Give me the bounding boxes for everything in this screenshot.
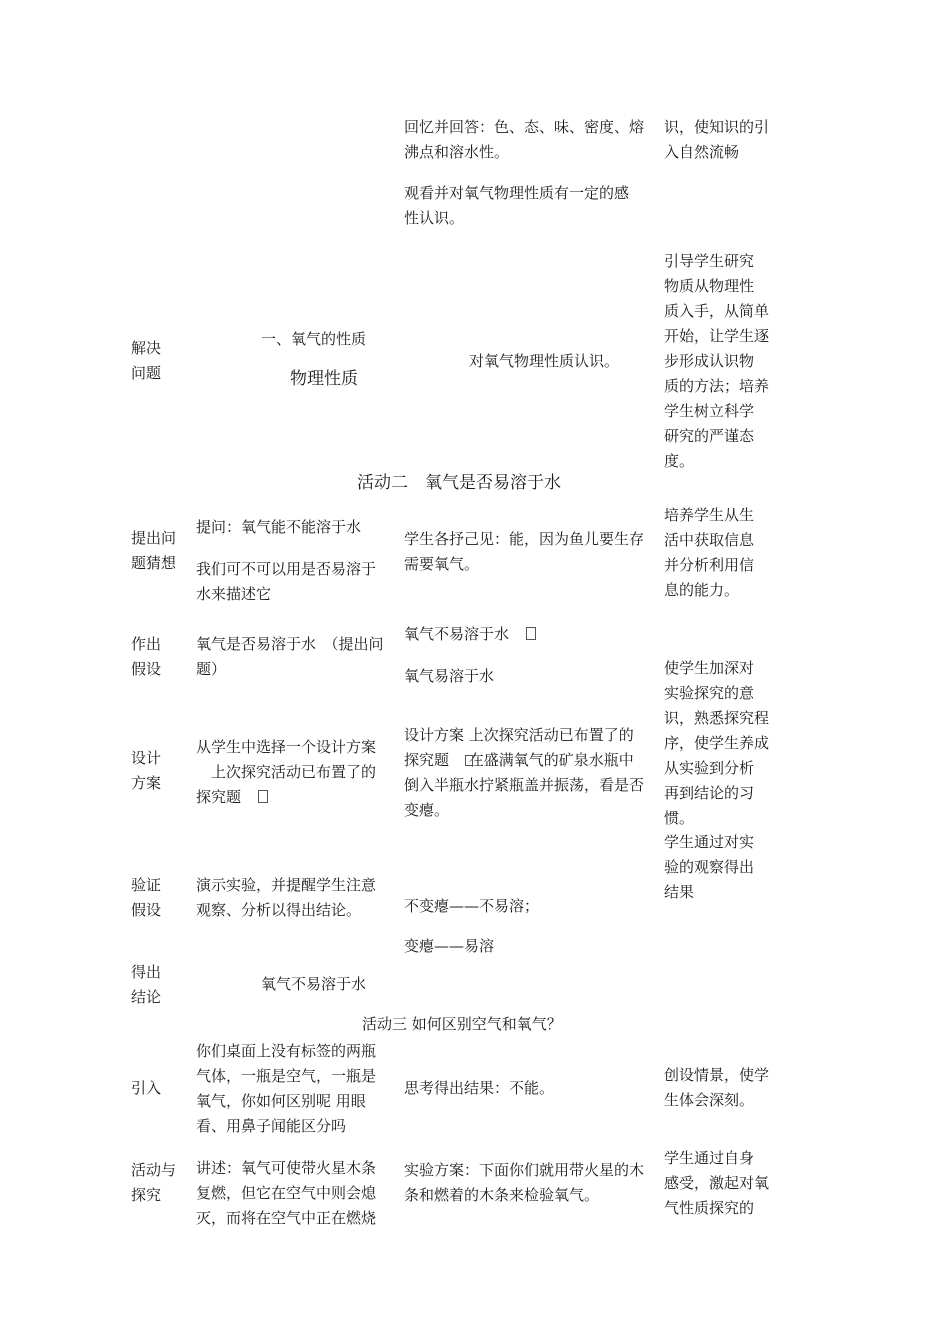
stage-conclusion: 得出 结论 xyxy=(131,963,162,1006)
stage-introduction: 引入 xyxy=(131,1079,162,1097)
intent-hypothesis: 使学生加深对 实验探究的意 识，熟悉探究程 序，使学生养成 从实验到分析 再到结论的习 惯。 xyxy=(664,659,770,827)
intent-ask-question: 培养学生从生 活中获取信息 并分析利用信 息的能力。 xyxy=(664,506,755,599)
student-observe: 观看并对氧气物理性质有一定的感 性认识。 xyxy=(404,184,630,227)
teacher-ask-describe: 我们可不可以用是否易溶于 水来描述它 xyxy=(196,560,377,603)
student-verify-result-1: 不变瘪——不易溶； xyxy=(404,897,540,915)
intent-explore: 学生通过自身 感受，激起对氧 气性质探究的 xyxy=(664,1149,770,1217)
student-hypothesis-insoluble: 氧气不易溶于水 xyxy=(404,622,536,647)
intent-physical-property: 引导学生研究 物质从物理性 质入手，从简单 开始，让学生逐 步形成认识物 质的方法；培养 学生树立科学 研究的严谨态 度。 xyxy=(664,252,770,470)
teacher-verify: 演示实验，并提醒学生注意 观察、分析以得出结论。 xyxy=(196,876,377,919)
placeholder-box-icon xyxy=(465,755,473,766)
student-recall: 回忆并回答：色、态、味、密度、熔 沸点和溶水性。 xyxy=(404,118,645,161)
section-subheading-physical: 物理性质 xyxy=(290,369,358,389)
student-design-plan: 设计方案 上次探究活动已布置了的 探究题 在盛满氧气的矿泉水瓶中 倒入半瓶水拧紧瓶盖并振荡，看是否 变瘪。 xyxy=(404,726,645,819)
teacher-introduction: 你们桌面上没有标签的两瓶 气体，一瓶是空气，一瓶是 氧气，你如何区别呢 用眼 看、用鼻子闻能区分吗 xyxy=(196,1042,377,1135)
intent-verify: 学生通过对实 验的观察得出 结果 xyxy=(664,833,755,901)
stage-hypothesis: 作出 假设 xyxy=(131,635,162,678)
teacher-note-intro: 识，使知识的引 入自然流畅 xyxy=(664,118,770,161)
student-hypothesis-soluble: 氧气易溶于水 xyxy=(404,667,495,685)
stage-ask-question: 提出问 题猜想 xyxy=(131,529,177,572)
activity-three-title: 活动三 如何区别空气和氧气？ xyxy=(362,1015,562,1033)
stage-solve-problem: 解决 问题 xyxy=(131,339,162,382)
teacher-hypothesis: 氧气是否易溶于水 （提出问 题） xyxy=(196,635,384,678)
student-explore: 实验方案：下面你们就用带火星的木 条和燃着的木条来检验氧气。 xyxy=(404,1161,645,1204)
teacher-design-plan: 从学生中选择一个设计方案 上次探究活动已布置了的 探究题 xyxy=(196,738,377,806)
student-guess: 学生各抒己见：能，因为鱼儿要生存 需要氧气。 xyxy=(404,530,645,573)
student-physical-property: 对氧气物理性质认识。 xyxy=(469,352,620,370)
placeholder-box-icon xyxy=(526,627,536,640)
stage-design-plan: 设计 方案 xyxy=(131,749,162,792)
student-verify-result-2: 变瘪——易溶 xyxy=(404,937,495,955)
student-introduction: 思考得出结果：不能。 xyxy=(404,1079,555,1097)
activity-two-title: 活动二 氧气是否易溶于水 xyxy=(357,473,561,493)
conclusion-text: 氧气不易溶于水 xyxy=(261,975,367,993)
placeholder-box-icon xyxy=(258,790,268,803)
intent-introduction: 创设情景，使学 生体会深刻。 xyxy=(664,1066,770,1109)
teacher-ask-question: 提问：氧气能不能溶于水 xyxy=(196,518,362,536)
section-heading-oxygen-properties: 一、氧气的性质 xyxy=(261,330,367,348)
stage-activity-explore: 活动与 探究 xyxy=(131,1161,177,1204)
teacher-explore: 讲述：氧气可使带火星木条 复燃，但它在空气中则会熄 灭，而将在空气中正在燃烧 xyxy=(196,1159,377,1227)
stage-verify: 验证 假设 xyxy=(131,876,162,919)
